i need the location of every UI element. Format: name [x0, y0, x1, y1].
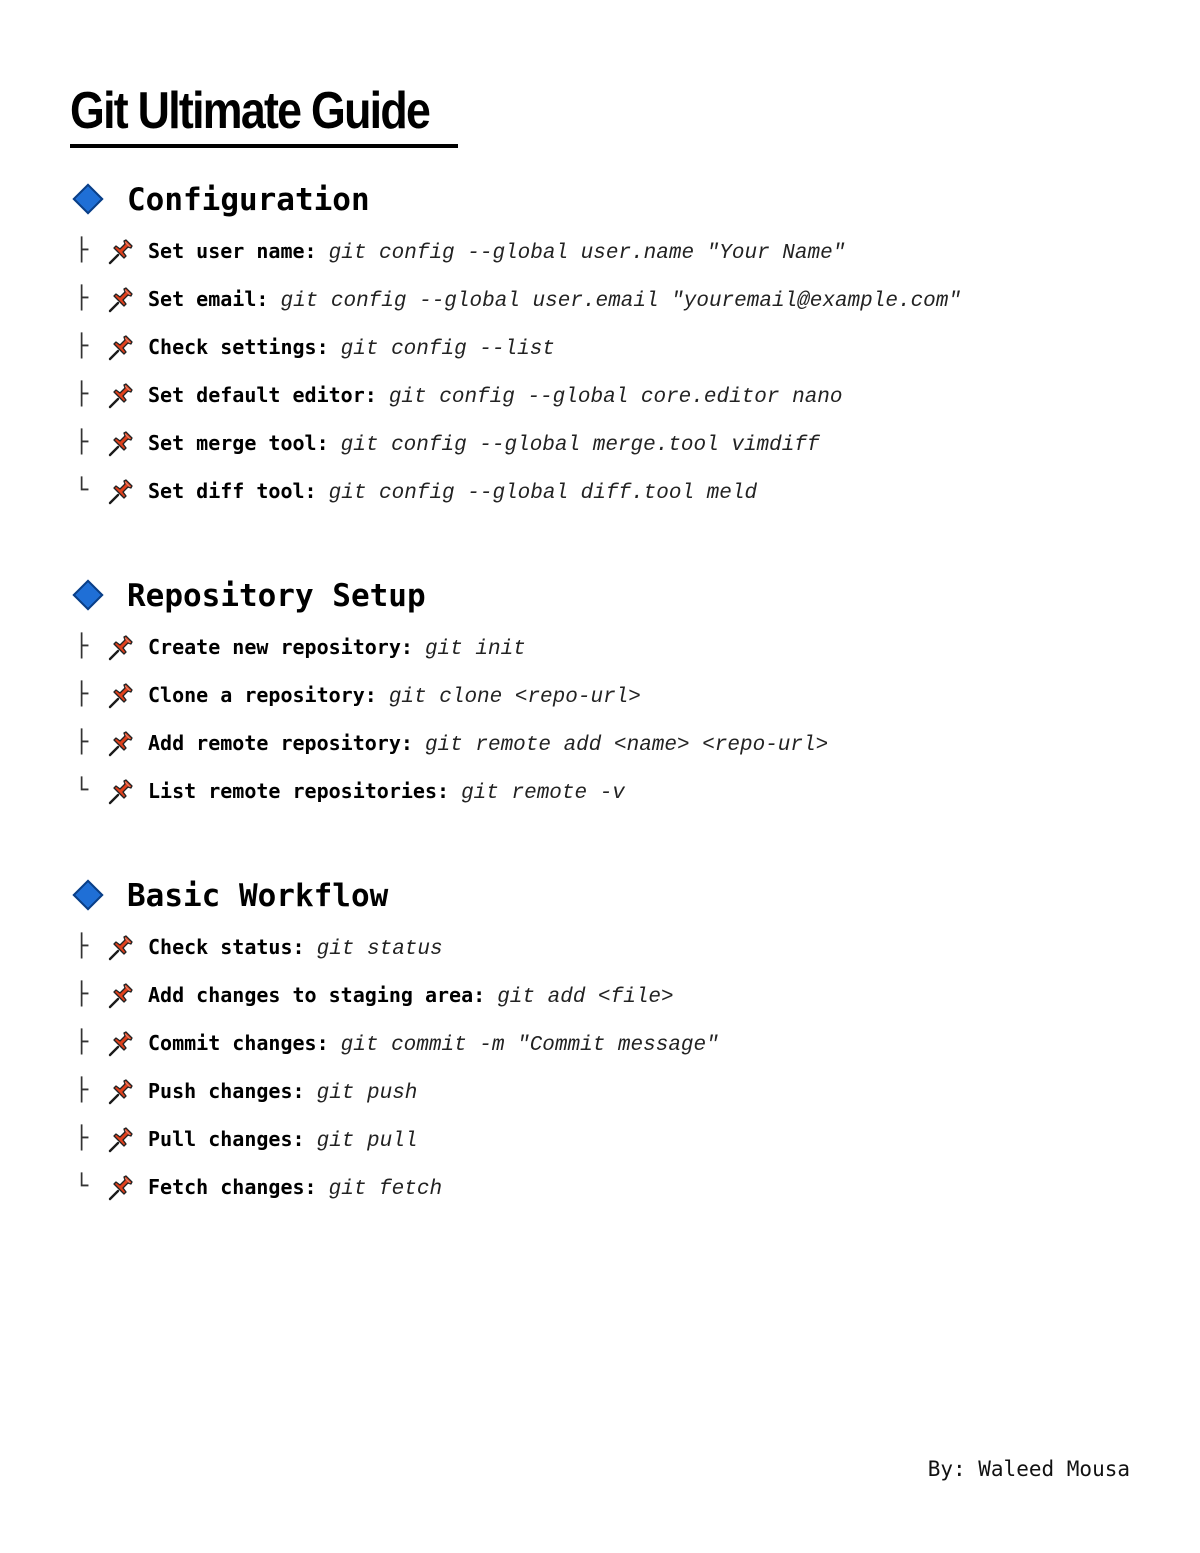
tree-branch: ├: [75, 682, 89, 707]
command-list: [72, 632, 1132, 824]
item-label: Create new repository:: [148, 635, 413, 659]
item-label: Set email:: [148, 287, 269, 311]
item-command: git add <file>: [497, 986, 674, 1009]
list-item: [72, 632, 1132, 680]
tree-branch: ├: [75, 286, 89, 311]
pushpin-icon: [106, 634, 136, 662]
item-command: git fetch: [328, 1178, 443, 1201]
title-underline: [70, 144, 458, 148]
pushpin-icon: [106, 682, 136, 710]
pushpin-icon: [106, 478, 136, 506]
pushpin-icon: [106, 730, 136, 758]
list-item: [72, 332, 1132, 380]
item-label: Set merge tool:: [148, 431, 329, 455]
item-command: git commit -m "Commit message": [340, 1034, 719, 1057]
list-item: [72, 476, 1132, 524]
item-command: git clone <repo-url>: [388, 686, 641, 709]
item-label: Check status:: [148, 935, 305, 959]
pushpin-icon: [106, 1078, 136, 1106]
blue-diamond-icon: [72, 183, 103, 214]
section-header: [72, 576, 1132, 620]
tree-branch: ├: [75, 430, 89, 455]
list-item: [72, 236, 1132, 284]
tree-branch: ├: [75, 334, 89, 359]
page-title: Git Ultimate Guide: [70, 82, 430, 140]
section-header: [72, 180, 1132, 224]
tree-branch: └: [75, 478, 89, 503]
pushpin-icon: [106, 778, 136, 806]
command-list: [72, 932, 1132, 1220]
item-command: git remote add <name> <repo-url>: [424, 734, 829, 757]
tree-branch: └: [75, 1174, 89, 1199]
pushpin-icon: [106, 286, 136, 314]
item-command: git status: [316, 938, 443, 961]
tree-branch: ├: [75, 1126, 89, 1151]
item-command: git config --global merge.tool vimdiff: [340, 434, 820, 457]
pushpin-icon: [106, 334, 136, 362]
list-item: [72, 380, 1132, 428]
list-item: [72, 1028, 1132, 1076]
item-label: Check settings:: [148, 335, 329, 359]
pushpin-icon: [106, 1174, 136, 1202]
item-command: git config --global core.editor nano: [388, 386, 843, 409]
tree-branch: ├: [75, 1078, 89, 1103]
pushpin-icon: [106, 1030, 136, 1058]
tree-branch: ├: [75, 238, 89, 263]
list-item: [72, 932, 1132, 980]
list-item: [72, 428, 1132, 476]
list-item: [72, 1076, 1132, 1124]
section-configuration: [72, 180, 1132, 524]
tree-branch: ├: [75, 934, 89, 959]
pushpin-icon: [106, 934, 136, 962]
item-command: git config --global user.name "Your Name": [328, 242, 846, 265]
item-command: git config --global user.email "youremail@example.com": [280, 290, 961, 313]
item-label: Clone a repository:: [148, 683, 377, 707]
item-command: git pull: [316, 1130, 418, 1153]
section-title: Basic Workflow: [127, 878, 389, 914]
list-item: [72, 728, 1132, 776]
blue-diamond-icon: [72, 579, 103, 610]
item-label: Pull changes:: [148, 1127, 305, 1151]
item-label: Fetch changes:: [148, 1175, 317, 1199]
section-header: [72, 876, 1132, 920]
item-label: Add remote repository:: [148, 731, 413, 755]
section-title: Configuration: [127, 182, 370, 218]
tree-branch: ├: [75, 382, 89, 407]
list-item: [72, 776, 1132, 824]
pushpin-icon: [106, 382, 136, 410]
item-label: List remote repositories:: [148, 779, 450, 803]
command-list: [72, 236, 1132, 524]
item-command: git push: [316, 1082, 418, 1105]
pushpin-icon: [106, 238, 136, 266]
item-command: git remote -v: [461, 782, 625, 805]
pushpin-icon: [106, 1126, 136, 1154]
item-label: Set diff tool:: [148, 479, 317, 503]
section-title: Repository Setup: [127, 578, 426, 614]
author-credit: By: Waleed Mousa: [927, 1457, 1130, 1481]
item-label: Push changes:: [148, 1079, 305, 1103]
tree-branch: ├: [75, 730, 89, 755]
item-label: Add changes to staging area:: [148, 983, 486, 1007]
list-item: [72, 1124, 1132, 1172]
item-command: git init: [424, 638, 526, 661]
tree-branch: ├: [75, 634, 89, 659]
tree-branch: ├: [75, 982, 89, 1007]
blue-diamond-icon: [72, 879, 103, 910]
tree-branch: └: [75, 778, 89, 803]
item-label: Commit changes:: [148, 1031, 329, 1055]
item-command: git config --list: [340, 338, 555, 361]
item-label: Set user name:: [148, 239, 317, 263]
pushpin-icon: [106, 430, 136, 458]
list-item: [72, 980, 1132, 1028]
section-basic-workflow: [72, 876, 1132, 1220]
list-item: [72, 284, 1132, 332]
item-command: git config --global diff.tool meld: [328, 482, 758, 505]
tree-branch: ├: [75, 1030, 89, 1055]
list-item: [72, 680, 1132, 728]
item-label: Set default editor:: [148, 383, 377, 407]
list-item: [72, 1172, 1132, 1220]
section-repository-setup: [72, 576, 1132, 824]
pushpin-icon: [106, 982, 136, 1010]
